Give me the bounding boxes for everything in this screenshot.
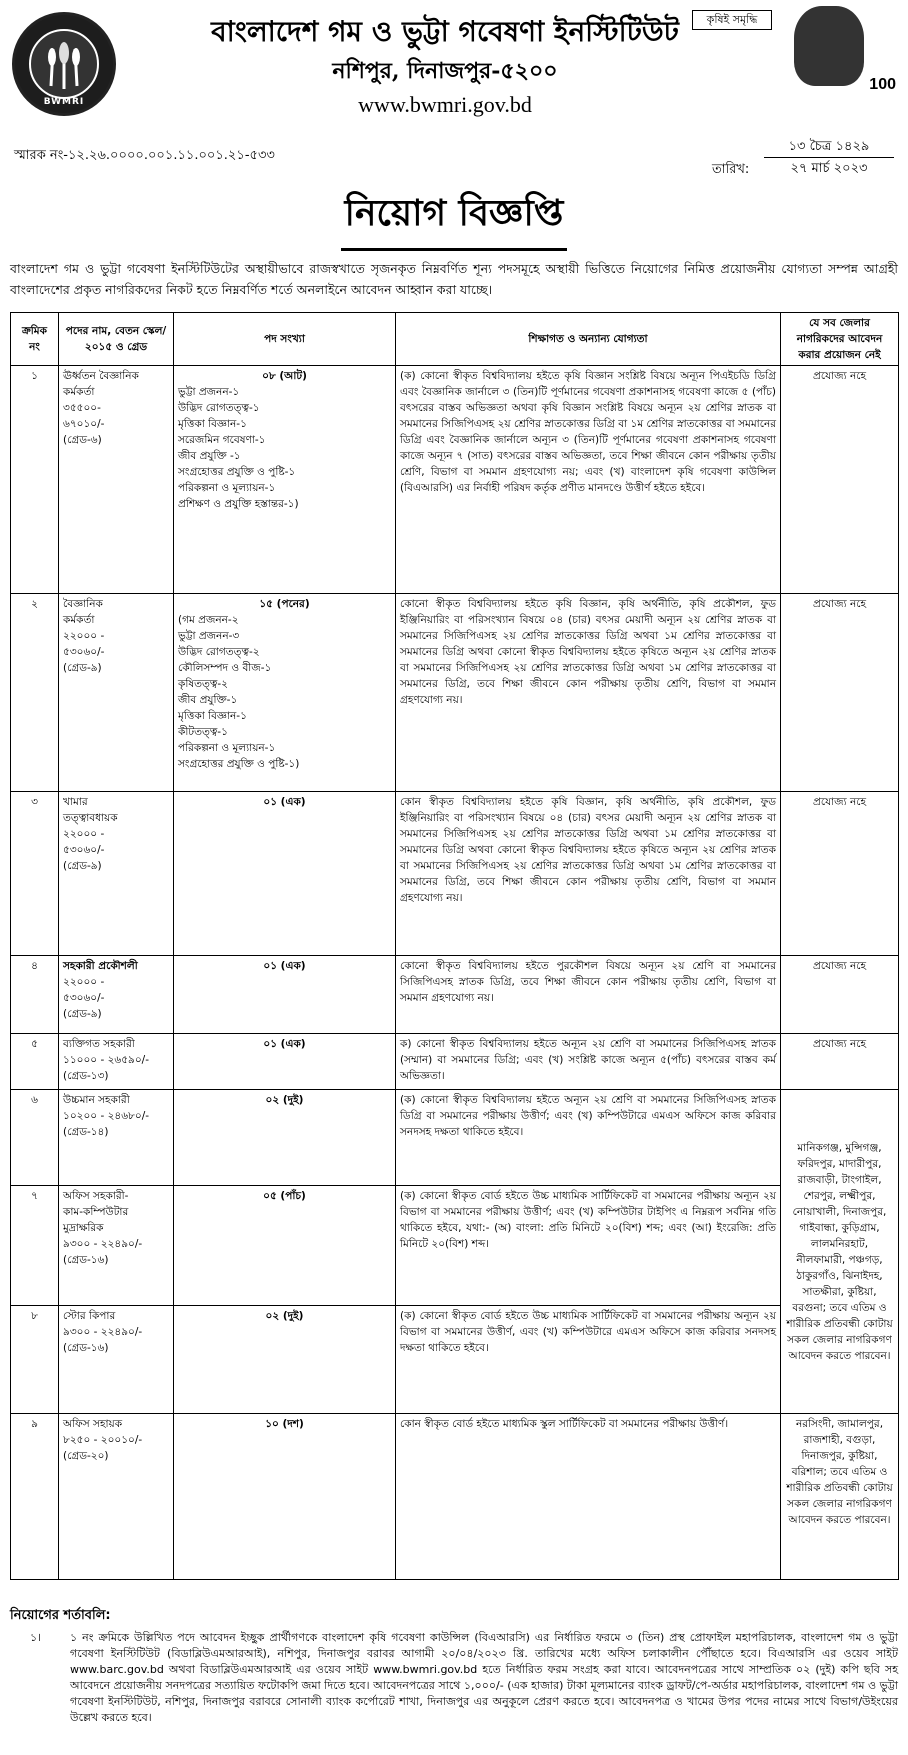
- table-row: [11, 594, 899, 792]
- row-post: [59, 1034, 174, 1090]
- row-serial: ৯: [11, 1414, 59, 1580]
- row-count: [174, 1414, 396, 1580]
- centenary-number: 100: [869, 76, 896, 93]
- row-post: [59, 1414, 174, 1580]
- post-line: অফিস সহায়ক: [63, 1418, 123, 1430]
- row-serial: ৬: [11, 1090, 59, 1186]
- row-post: [59, 594, 174, 792]
- post-line: খামার: [63, 796, 88, 808]
- post-line: ৯৩০০ - ২২৪৯০/-: [63, 1238, 143, 1250]
- post-line: (গ্রেড-৬): [63, 434, 102, 446]
- notice-title-text: নিয়োগ বিজ্ঞপ্তি: [341, 186, 568, 251]
- post-line: ১১০০০ - ২৬৫৯০/-: [63, 1054, 150, 1066]
- row-count: [174, 956, 396, 1034]
- date-box: [764, 136, 894, 180]
- post-line: (গ্রেড-১৩): [63, 1070, 109, 1082]
- row-serial: ৫: [11, 1034, 59, 1090]
- count-item: জীব প্রযুক্তি -১: [178, 450, 241, 462]
- row-districts: প্রযোজ্য নহে: [781, 792, 899, 956]
- count-total: ০২ (দুই): [265, 1094, 304, 1106]
- motto-box: কৃষিই সমৃদ্ধি: [692, 10, 772, 30]
- row-qualification: ক) কোনো স্বীকৃত বিশ্ববিদ্যালয় হইতে অন্যূন ২য় শ্রেণি বা সমমানের সিজিপিএসহ স্নাতক (সম্মান) বা সমমানের ডিগ্রি; এবং (খ) সংশ্লিষ্ট কাজে অন্যূন ৫(পাঁচ) বৎসরের বাস্তব কর্ম অভিজ্ঞতা।: [396, 1034, 781, 1090]
- row-count: [174, 1186, 396, 1306]
- row-districts-merged: মানিকগঞ্জ, মুন্সিগঞ্জ, ফরিদপুর, মাদারীপুর, রাজবাড়ী, টাংগাইল, শেরপুর, লক্ষ্মীপুর, নোয়াখালী, দিনাজপুর, গাইবান্ধা, কুড়িগ্রাম, লালমনিরহাট, নীলফামারী, পঞ্চগড়, ঠাকুরগাঁও, ঝিনাইদহ, সাতক্ষীরা, কুষ্টিয়া, বরগুনা; তবে এতিম ও শারীরিক প্রতিবন্ধী কোটায় সকল জেলার নাগরিকগণ আবেদন করতে পারবেন।: [781, 1090, 899, 1414]
- post-line: অফিস সহকারী-: [63, 1190, 129, 1202]
- table-row: [11, 1306, 899, 1414]
- memo-number: স্মারক নং-১২.২৬.০০০০.০০১.১১.০০১.২১-৫৩৩: [14, 148, 275, 163]
- count-item: উদ্ভিদ রোগতত্ত্ব-২: [178, 646, 260, 658]
- table-row: [11, 1414, 899, 1580]
- row-serial: ৮: [11, 1306, 59, 1414]
- post-line: কর্মকর্তা: [63, 614, 95, 626]
- row-post: [59, 366, 174, 594]
- count-item: সরেজমিন গবেষণা-১: [178, 434, 266, 446]
- notice-title: [0, 186, 908, 251]
- count-item: সংগ্রহোত্তর প্রযুক্তি ও পুষ্টি-১: [178, 466, 296, 478]
- vacancy-table: [10, 312, 899, 1580]
- post-line: ৯৩০০ - ২২৪৯০/-: [63, 1326, 143, 1338]
- count-total: ১০ (দশ): [265, 1418, 304, 1430]
- post-line: (গ্রেড-১৪): [63, 1126, 109, 1138]
- count-item: মৃত্তিকা বিজ্ঞান-১: [178, 710, 247, 722]
- terms-list: [10, 1630, 898, 1726]
- row-qualification: (ক) কোনো স্বীকৃত বিশ্ববিদ্যালয় হইতে অন্যূন ২য় শ্রেণি বা সমমানের সিজিপিএসহ স্নাতক ডিগ্রি বা সমমানের পরীক্ষায় উত্তীর্ণ; এবং (খ) কম্পিউটারে এমএস অফিসে কাজ করিবার সনদসহ দক্ষতা থাকিতে হইবে।: [396, 1090, 781, 1186]
- count-total: ০১ (এক): [263, 796, 306, 808]
- post-line: (গ্রেড-৯): [63, 662, 102, 674]
- row-serial: ৭: [11, 1186, 59, 1306]
- row-post: [59, 1306, 174, 1414]
- mujib-centenary-logo: [780, 6, 898, 96]
- post-line: ঊর্ধ্বতন বৈজ্ঞানিক: [63, 370, 139, 382]
- count-total: ১৫ (পনের): [259, 598, 310, 610]
- organization-name: বাংলাদেশ গম ও ভুট্টা গবেষণা ইনস্টিটিউট: [211, 15, 679, 48]
- post-line: উচ্চমান সহকারী: [63, 1094, 130, 1106]
- logo-text: BWMRI: [43, 97, 85, 107]
- row-qualification: (ক) কোনো স্বীকৃত বোর্ড হইতে উচ্চ মাধ্যমিক সার্টিফিকেট বা সমমানের পরীক্ষায় অন্যূন ২য় বিভাগ বা সমমানের উত্তীর্ণ, এবং (খ) কম্পিউটারে এমএস অফিসে কাজ করিবার সনদসহ দক্ষতা থাকিতে হইবে।: [396, 1306, 781, 1414]
- post-line: বৈজ্ঞানিক: [63, 598, 103, 610]
- intro-paragraph: বাংলাদেশ গম ও ভুট্টা গবেষণা ইনস্টিটিউটের অস্থায়ীভাবে রাজস্বখাতে সৃজনকৃত নিম্নবর্ণিত শূন্য পদসমূহে অস্থায়ী ভিত্তিতে নিয়োগের নিমিত্ত প্রয়োজনীয় যোগ্যতা সম্পন্ন আগ্রহী বাংলাদেশের প্রকৃত নাগরিকদের নিকট হতে নিম্নবর্ণিত শর্তে অনলাইনে আবেদন আহ্বান করা যাচ্ছে।: [10, 261, 898, 297]
- count-item: পরিকল্পনা ও মূল্যায়ন-১: [178, 742, 276, 754]
- post-line: ২২০০০ -: [63, 828, 105, 840]
- row-districts: প্রযোজ্য নহে: [781, 366, 899, 594]
- count-item: কীটতত্ত্ব-১: [178, 726, 228, 738]
- row-count: [174, 1306, 396, 1414]
- post-line: সহকারী প্রকৌশলী: [63, 960, 138, 972]
- header-districts: যে সব জেলার নাগরিকদের আবেদন করার প্রয়োজন নেই: [781, 313, 899, 366]
- count-item: (গম প্রজনন-২: [178, 614, 239, 626]
- count-item: উদ্ভিদ রোগতত্ত্ব-১: [178, 402, 260, 414]
- row-qualification: (ক) কোনো স্বীকৃত বোর্ড হইতে উচ্চ মাধ্যমিক সার্টিফিকেট বা সমমানের পরীক্ষায় অন্যূন ২য় বিভাগ বা সমমানের পরীক্ষায় উত্তীর্ণ; এবং (খ) কম্পিউটার টাইপিং এ নিম্নরূপ সর্বনিম্ন গতি থাকিতে হইবে, যথা:- (অ) বাংলা: প্রতি মিনিটে ২০(বিশ) শব্দ; এবং (আ) ইংরেজি: প্রতি মিনিটে ২০(বিশ) শব্দ।: [396, 1186, 781, 1306]
- letterhead: [0, 0, 908, 130]
- post-line: ৮২৫০ - ২০০১০/-: [63, 1434, 143, 1446]
- term-text: ১ নং ক্রমিকে উল্লিখিত পদে আবেদন ইচ্ছুক প্রার্থীগণকে বাংলাদেশ কৃষি গবেষণা কাউন্সিল (বিএআরসি) এর নির্ধারিত ফরমে ৩ (তিন) প্রস্থ প্রোফাইল মহাপরিচালক, বাংলাদেশ গম ও ভুট্টা গবেষণা ইনস্টিটিউট (বিডাব্লিউএমআরআই), নশিপুর, দিনাজপুর বরাবর আগামী ২০/০৪/২০২৩ খ্রি. তারিখের মধ্যে অফিস চলাকালীন পৌঁছাতে হবে। বিএআরসি এর ওয়েব সাইট www.barc.gov.bd অথবা বিডাব্লিউএমআরআই এর ওয়েব সাইট www.bwmri.gov.bd হতে নির্ধারিত ফরম সংগ্রহ করা যাবে। আবেদনপত্রের সাথে সাম্প্রতিক ০২ (দুই) কপি ছবি সহ আবেদনে প্রয়োজনীয় সনদপত্রের সত্যায়িত ফটোকপি জমা দিতে হবে। আবেদনপত্রের সাথে ১,০০০/- (এক হাজার) টাকা মূল্যমানের ব্যাংক ড্রাফট/পে-অর্ডার মহাপরিচালক, বাংলাদেশ গম ও ভুট্টা গবেষণা ইনস্টিটিউট, নশিপুর, দিনাজপুর বরাবরে সোনালী ব্যাংক কর্পোরেট শাখা, দিনাজপুর এর অনুকূলে প্রেরণ করতে হবে। আবেদনপত্র ও খামের উপর পদের নামের সাথে বিভাগ/উইংয়ের উল্লেখ করতে হবে।: [70, 1631, 898, 1724]
- count-item: ভুট্টা প্রজনন-৩: [178, 630, 240, 642]
- post-line: (গ্রেড-৯): [63, 860, 102, 872]
- post-line: ব্যক্তিগত সহকারী: [63, 1038, 135, 1050]
- post-line: ৬৭০১০/-: [63, 418, 105, 430]
- wheat-maize-icon: [29, 29, 99, 99]
- count-item: মৃত্তিকা বিজ্ঞান-১: [178, 418, 247, 430]
- row-qualification: (ক) কোনো স্বীকৃত বিশ্ববিদ্যালয় হইতে কৃষি বিজ্ঞান সংশ্লিষ্ট বিষয়ে অন্যূন পিএইচডি ডিগ্রি এবং বৈজ্ঞানিক জার্নালে ৩ (তিন)টি পূর্ণমানের গবেষণা প্রকাশনাসহ গবেষণা কাজে ৫ (পাঁচ) বৎসরের বাস্তব অভিজ্ঞতা অথবা কৃষি বিজ্ঞান সংশ্লিষ্ট বিষয়ে অন্যূন ২য় শ্রেণির স্নাতক বা সমমানের সিজিপিএসহ ২য় শ্রেণির স্নাতকোত্তর ডিগ্রি বা ১ম শ্রেণির স্নাতকোত্তর বা সমমানের ডিগ্রি এবং বৈজ্ঞানিক জার্নালে অন্যূন ৩ (তিন)টি পূর্ণমানের গবেষণা প্রকাশনাসহ গবেষণা কাজে অন্যূন ৭ (সাত) বৎসরের বাস্তব অভিজ্ঞতা, তবে শিক্ষা জীবনে কোন পরীক্ষায় তৃতীয় শ্রেণি, বিভাগ বা সমমান গ্রহণযোগ্য নয়; এবং (খ) বাংলাদেশ কৃষি গবেষণা কাউন্সিল (বিএআরসি) এর নির্বাহী পরিষদ কর্তৃক প্রণীত মানদণ্ডে উত্তীর্ণ হইতে হইবে।: [396, 366, 781, 594]
- row-districts: প্রযোজ্য নহে: [781, 956, 899, 1034]
- row-serial: ২: [11, 594, 59, 792]
- table-row: [11, 366, 899, 594]
- portrait-icon: [794, 6, 864, 86]
- table-row: [11, 1090, 899, 1186]
- post-line: ৫৩০৬০/-: [63, 646, 105, 658]
- post-line: স্টোর কিপার: [63, 1310, 116, 1322]
- post-line: ৫৩০৬০/-: [63, 992, 105, 1004]
- row-count: [174, 792, 396, 956]
- header-count: পদ সংখ্যা: [174, 313, 396, 366]
- count-item: কৃষিতত্ত্ব-২: [178, 678, 228, 690]
- row-post: [59, 956, 174, 1034]
- bwmri-logo: [12, 12, 116, 116]
- post-line: (গ্রেড-২০): [63, 1450, 109, 1462]
- organization-website[interactable]: www.bwmri.gov.bd: [358, 92, 532, 117]
- table-row: [11, 956, 899, 1034]
- row-districts: নরসিংদী, জামালপুর, রাজশাহী, বগুড়া, দিনাজপুর, কুষ্টিয়া, বরিশাল; তবে এতিম ও শারীরিক প্রতিবন্ধী কোটায় সকল জেলার নাগরিকগণ আবেদন করতে পারবেন।: [781, 1414, 899, 1580]
- header-qualification: শিক্ষাগত ও অন্যান্য যোগ্যতা: [396, 313, 781, 366]
- count-item: জীব প্রযুক্তি-১: [178, 694, 238, 706]
- table-row: [11, 1034, 899, 1090]
- header-serial: ক্রমিক নং: [11, 313, 59, 366]
- table-row: [11, 792, 899, 956]
- row-count: [174, 1090, 396, 1186]
- organization-address: নশিপুর, দিনাজপুর-৫২০০: [332, 58, 558, 84]
- row-qualification: কোন স্বীকৃত বোর্ড হইতে মাধ্যমিক স্কুল সার্টিফিকেট বা সমমানের পরীক্ষায় উত্তীর্ণ।: [396, 1414, 781, 1580]
- row-serial: ৩: [11, 792, 59, 956]
- row-serial: ৪: [11, 956, 59, 1034]
- row-post: [59, 1186, 174, 1306]
- date-bangla: ১৩ চৈত্র ১৪২৯: [764, 136, 894, 158]
- count-total: ০১ (এক): [263, 960, 306, 972]
- table-row: [11, 1186, 899, 1306]
- count-total: ০২ (দুই): [265, 1310, 304, 1322]
- count-item: পরিকল্পনা ও মূল্যায়ন-১: [178, 482, 276, 494]
- row-count: [174, 1034, 396, 1090]
- count-total: ০১ (এক): [263, 1038, 306, 1050]
- count-total: ০৫ (পাঁচ): [263, 1190, 306, 1202]
- post-line: মুদ্রাক্ষরিক: [63, 1222, 104, 1234]
- post-line: ২২০০০ -: [63, 976, 105, 988]
- row-qualification: কোনো স্বীকৃত বিশ্ববিদ্যালয় হইতে কৃষি বিজ্ঞান, কৃষি অর্থনীতি, কৃষি প্রকৌশল, ফুড ইঞ্জিনিয়ারিং বা পরিসংখ্যান বিষয়ে ০৪ (চার) বৎসর মেয়াদী অন্যূন ২য় শ্রেণির স্নাতক বা সমমানের সিজিপিএসহ ২য় শ্রেণির স্নাতকোত্তর ডিগ্রি অথবা ১ম শ্রেণির স্নাতকোত্তর বা সমমানের ডিগ্রি অথবা কোনো স্বীকৃত বিশ্ববিদ্যালয় হইতে কৃষিতে অন্যূন ২য় শ্রেণির স্নাতক বা সমমানের সিজিপিএসহ ২য় শ্রেণির স্নাতকোত্তর ডিগ্রি অথবা ১ম শ্রেণির স্নাতকোত্তর বা সমমানের ডিগ্রি, তবে শিক্ষা জীবনে কোন পরীক্ষায় তৃতীয় শ্রেণি, বিভাগ বা সমমান গ্রহণযোগ্য নয়।: [396, 594, 781, 792]
- row-count: [174, 366, 396, 594]
- term-number: ১।: [30, 1631, 42, 1644]
- date-english: ২৭ মার্চ ২০২৩: [790, 161, 868, 176]
- terms-title: নিয়োগের শর্তাবলি:: [10, 1608, 111, 1623]
- post-line: (গ্রেড-১৬): [63, 1342, 109, 1354]
- post-line: ১০২০০ - ২৪৬৮০/-: [63, 1110, 150, 1122]
- count-item: ভুট্টা প্রজনন-১: [178, 386, 240, 398]
- row-qualification: কোনো স্বীকৃত বিশ্ববিদ্যালয় হইতে পুরকৌশল বিষয়ে অন্যূন ২য় শ্রেণি বা সমমানের সিজিপিএসহ স্নাতক ডিগ্রি, তবে শিক্ষা জীবনে কোন পরীক্ষায় তৃতীয় শ্রেণি, বিভাগ বা সমমান গ্রহণযোগ্য নয়।: [396, 956, 781, 1034]
- row-districts: প্রযোজ্য নহে: [781, 594, 899, 792]
- row-post: [59, 792, 174, 956]
- header-post: পদের নাম, বেতন স্কেল/২০১৫ ও গ্রেড: [59, 313, 174, 366]
- post-line: (গ্রেড-১৬): [63, 1254, 109, 1266]
- post-line: তত্ত্বাবধায়ক: [63, 812, 118, 824]
- row-serial: ১: [11, 366, 59, 594]
- row-districts: প্রযোজ্য নহে: [781, 1034, 899, 1090]
- date-label: তারিখ:: [712, 162, 750, 177]
- count-item: কৌলিসম্পদ ও বীজ-১: [178, 662, 272, 674]
- row-post: [59, 1090, 174, 1186]
- table-header-row: [11, 313, 899, 366]
- post-line: (গ্রেড-৯): [63, 1008, 102, 1020]
- term-item: [10, 1630, 898, 1726]
- count-item: সংগ্রহোত্তর প্রযুক্তি ও পুষ্টি-১): [178, 758, 300, 770]
- post-line: কাম-কম্পিউটার: [63, 1206, 129, 1218]
- row-qualification: কোন স্বীকৃত বিশ্ববিদ্যালয় হইতে কৃষি বিজ্ঞান, কৃষি অর্থনীতি, কৃষি প্রকৌশল, ফুড ইঞ্জিনিয়ারিং বা পরিসংখ্যান বিষয়ে ০৪ (চার) বৎসর মেয়াদী অন্যূন ২য় শ্রেণির স্নাতক বা সমমানের সিজিপিএসহ ২য় শ্রেণির স্নাতকোত্তর ডিগ্রি অথবা ১ম শ্রেণির স্নাতকোত্তর বা সমমানের ডিগ্রি অথবা কোনো স্বীকৃত বিশ্ববিদ্যালয় হইতে কৃষিতে অন্যূন ২য় শ্রেণির স্নাতক বা সমমানের সিজিপিএসহ ২য় শ্রেণির স্নাতকোত্তর ডিগ্রি অথবা ১ম শ্রেণির স্নাতকোত্তর বা সমমানের ডিগ্রি, তবে শিক্ষা জীবনে কোন পরীক্ষায় তৃতীয় শ্রেণি, বিভাগ বা সমমান গ্রহণযোগ্য নয়।: [396, 792, 781, 956]
- post-line: কর্মকর্তা: [63, 386, 95, 398]
- post-line: ৫৩০৬০/-: [63, 844, 105, 856]
- post-line: ৩৫৫০০-: [63, 402, 101, 414]
- count-item: প্রশিক্ষণ ও প্রযুক্তি হস্তান্তর-১): [178, 498, 299, 510]
- row-count: [174, 594, 396, 792]
- count-total: ০৮ (আট): [262, 370, 307, 382]
- post-line: ২২০০০ -: [63, 630, 105, 642]
